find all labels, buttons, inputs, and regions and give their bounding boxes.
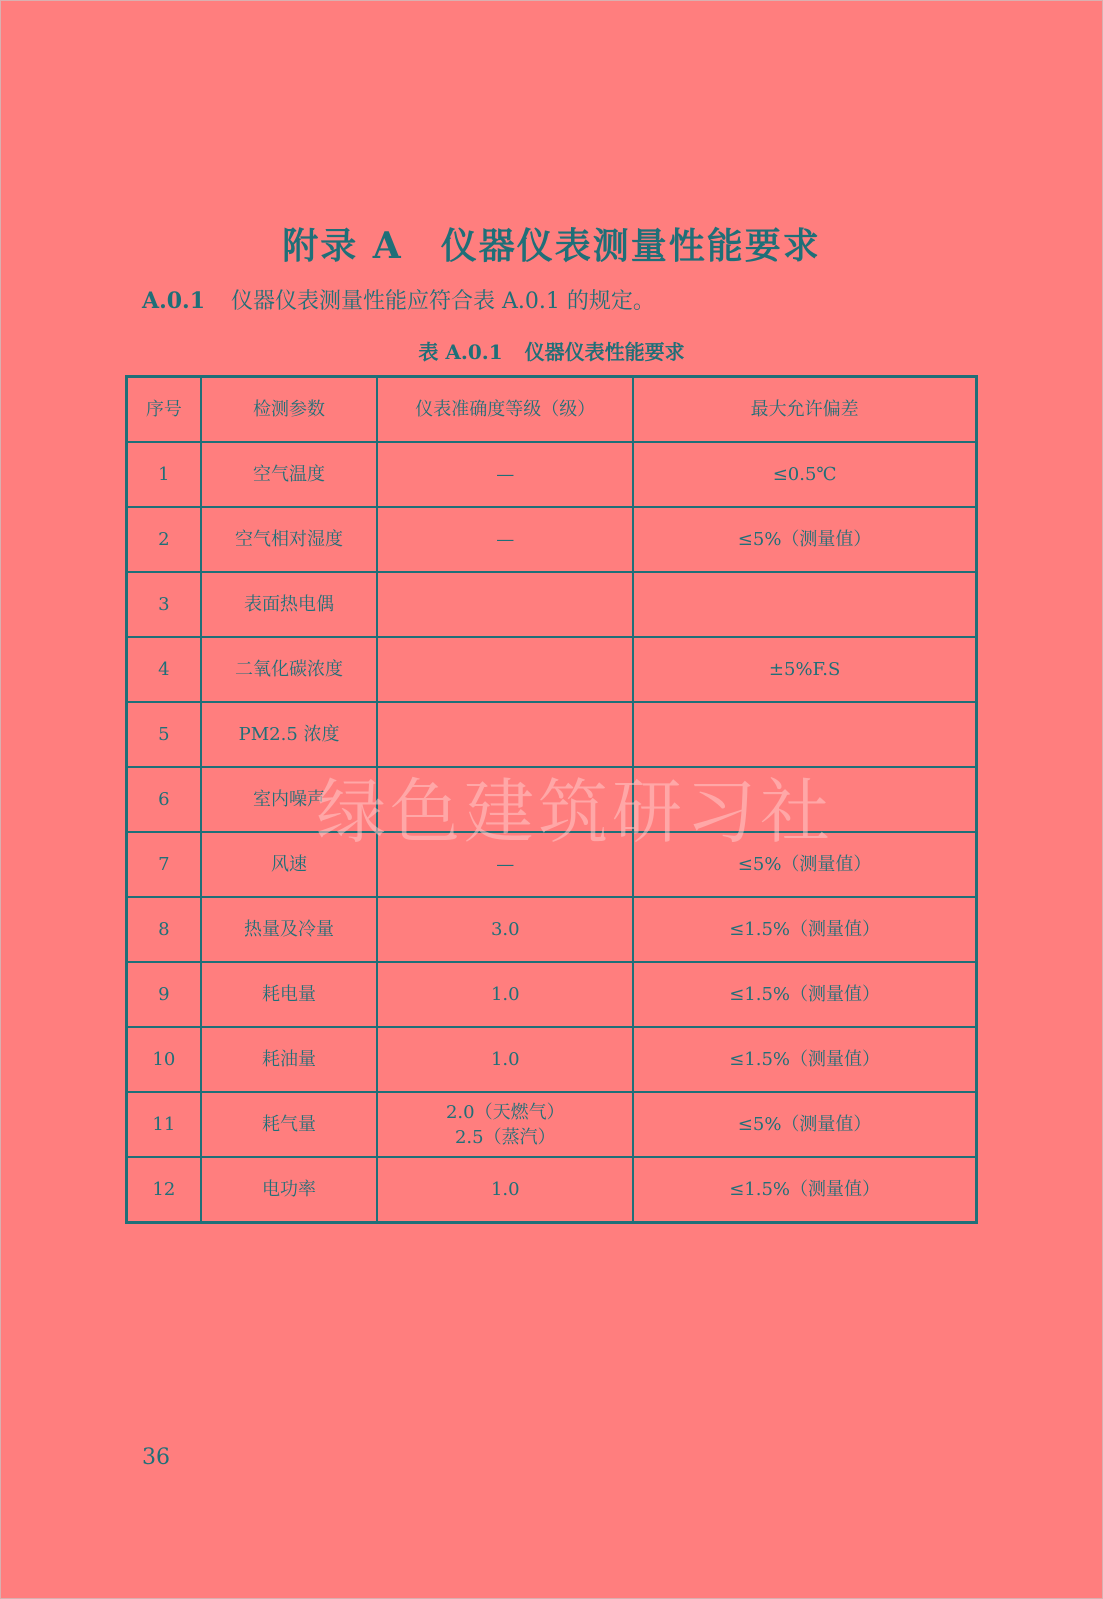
table-row xyxy=(127,832,977,897)
cell-grade xyxy=(377,637,633,702)
cell-no: 8 xyxy=(127,897,201,962)
watermark: 绿色建筑研习社 xyxy=(316,771,834,853)
cell-deviation: ≤5%（测量值） xyxy=(633,1092,976,1157)
appendix-title: 附录 A 仪器仪表测量性能要求 xyxy=(282,225,821,267)
cell-deviation: ≤1.5%（测量值） xyxy=(633,1027,976,1092)
cell-deviation xyxy=(633,767,976,832)
cell-param: 耗电量 xyxy=(201,962,378,1027)
cell-no: 5 xyxy=(127,702,201,767)
table-caption-text: 仪器仪表性能要求 xyxy=(524,340,685,364)
cell-no: 3 xyxy=(127,572,201,637)
cell-param: 室内噪声 xyxy=(201,767,378,832)
cell-deviation: ≤5%（测量值） xyxy=(633,832,976,897)
cell-deviation: ≤0.5℃ xyxy=(633,442,976,507)
cell-param: 耗气量 xyxy=(201,1092,378,1157)
cell-grade-line: 2.0（天燃气） xyxy=(445,1101,565,1123)
table-row xyxy=(127,897,977,962)
cell-grade xyxy=(377,572,633,637)
header-param: 检测参数 xyxy=(201,377,378,442)
clause-number: A.0.1 xyxy=(142,288,206,314)
table-row xyxy=(127,1027,977,1092)
page-number: 36 xyxy=(142,1445,170,1470)
cell-no: 7 xyxy=(127,832,201,897)
cell-grade: 1.0 xyxy=(377,962,633,1027)
cell-no: 9 xyxy=(127,962,201,1027)
cell-param: 空气温度 xyxy=(201,442,378,507)
table-row xyxy=(127,702,977,767)
cell-deviation xyxy=(633,572,976,637)
table-row xyxy=(127,442,977,507)
table-row xyxy=(127,767,977,832)
cell-no: 12 xyxy=(127,1157,201,1222)
cell-param: 热量及冷量 xyxy=(201,897,378,962)
cell-grade: 1.0 xyxy=(377,1157,633,1222)
cell-no: 10 xyxy=(127,1027,201,1092)
cell-no: 4 xyxy=(127,637,201,702)
cell-grade xyxy=(377,702,633,767)
cell-param: 二氧化碳浓度 xyxy=(201,637,378,702)
cell-grade-line: 2.5（蒸汽） xyxy=(454,1126,556,1148)
header-deviation: 最大允许偏差 xyxy=(633,377,976,442)
cell-param: PM2.5 浓度 xyxy=(201,702,378,767)
table-row xyxy=(127,1092,977,1157)
cell-grade: — xyxy=(377,832,633,897)
table-row xyxy=(127,1157,977,1222)
clause-text: 仪器仪表测量性能应符合表 A.0.1 的规定。 xyxy=(231,289,655,314)
cell-grade: 3.0 xyxy=(377,897,633,962)
table-row xyxy=(127,962,977,1027)
cell-deviation: ≤1.5%（测量值） xyxy=(633,1157,976,1222)
cell-deviation: ≤1.5%（测量值） xyxy=(633,897,976,962)
table-header-row xyxy=(127,377,977,442)
header-grade: 仪表准确度等级（级） xyxy=(377,377,633,442)
cell-deviation: ±5%F.S xyxy=(633,637,976,702)
instrument-performance-table xyxy=(125,375,978,1224)
cell-deviation xyxy=(633,702,976,767)
cell-param: 电功率 xyxy=(201,1157,378,1222)
cell-param: 空气相对湿度 xyxy=(201,507,378,572)
cell-param: 耗油量 xyxy=(201,1027,378,1092)
cell-no: 11 xyxy=(127,1092,201,1157)
table-caption xyxy=(0,336,1103,365)
clause-a01 xyxy=(142,284,655,315)
table-row xyxy=(127,637,977,702)
table-row xyxy=(127,572,977,637)
cell-no: 6 xyxy=(127,767,201,832)
cell-param: 风速 xyxy=(201,832,378,897)
header-no: 序号 xyxy=(127,377,201,442)
table-caption-number: 表 A.0.1 xyxy=(418,340,503,364)
cell-grade: — xyxy=(377,507,633,572)
cell-no: 1 xyxy=(127,442,201,507)
table-row xyxy=(127,507,977,572)
cell-grade: 1.0 xyxy=(377,1027,633,1092)
cell-grade: — xyxy=(377,442,633,507)
cell-param: 表面热电偶 xyxy=(201,572,378,637)
cell-grade xyxy=(377,767,633,832)
cell-grade xyxy=(377,1092,633,1157)
cell-no: 2 xyxy=(127,507,201,572)
cell-deviation: ≤1.5%（测量值） xyxy=(633,962,976,1027)
cell-deviation: ≤5%（测量值） xyxy=(633,507,976,572)
